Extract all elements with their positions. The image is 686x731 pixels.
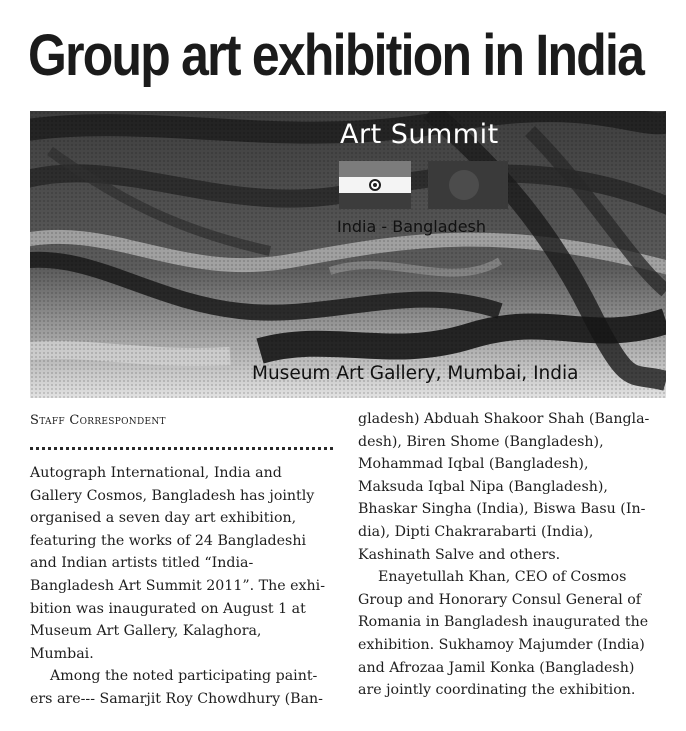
- venue-caption: Museum Art Gallery, Mumbai, India: [252, 363, 579, 384]
- text-line: Bhaskar Singha (India), Biswa Basu (In-: [358, 501, 646, 518]
- text-line: Museum Art Gallery, Kalaghora,: [30, 623, 262, 640]
- text-line: gladesh) Abduah Shakoor Shah (Bangla-: [358, 411, 650, 427]
- article-column-left: [30, 408, 335, 711]
- text-line: and Afrozaa Jamil Konka (Bangladesh): [358, 659, 635, 676]
- text-line: Maksuda Iqbal Nipa (Bangladesh),: [358, 478, 608, 495]
- text-line: Bangladesh Art Summit 2011”. The exhi-: [30, 577, 326, 594]
- text-line: organised a seven day art exhibition,: [30, 510, 297, 527]
- dotted-divider: [30, 440, 333, 450]
- article-column-right: [358, 408, 664, 702]
- exhibition-photo: [30, 111, 666, 398]
- text-line: featuring the works of 24 Bangladeshi: [30, 532, 306, 549]
- byline: Staff Correspondent: [30, 413, 166, 428]
- countries-caption: India - Bangladesh: [337, 217, 487, 236]
- text-line: and Indian artists titled “India-: [30, 555, 254, 572]
- headline: Group art exhibition in India: [28, 23, 644, 88]
- text-line: are jointly coordinating the exhibition.: [358, 682, 636, 699]
- text-line: Enayetullah Khan, CEO of Cosmos: [378, 569, 627, 586]
- article-paragraph-3: [358, 566, 664, 702]
- text-line: Among the noted participating paint-: [50, 668, 318, 685]
- text-line: Mumbai.: [30, 645, 94, 662]
- text-line: desh), Biren Shome (Bangladesh),: [358, 433, 604, 450]
- text-line: ers are--- Samarjit Roy Chowdhury (Ban-: [30, 690, 323, 707]
- text-line: bition was inaugurated on August 1 at: [30, 600, 306, 617]
- text-line: dia), Dipti Chakrarabarti (India),: [358, 523, 594, 540]
- india-flag-icon: [339, 161, 411, 209]
- article-paragraph-2: [30, 665, 335, 710]
- text-line: Kashinath Salve and others.: [358, 546, 561, 563]
- text-line: Autograph International, India and: [30, 465, 282, 481]
- bangladesh-flag-icon: [428, 161, 508, 209]
- article-paragraph-1: [30, 462, 335, 665]
- text-line: Romania in Bangladesh inaugurated the: [358, 614, 649, 631]
- text-line: Group and Honorary Consul General of: [358, 591, 642, 608]
- art-summit-title: Art Summit: [340, 119, 499, 150]
- brushstroke-artwork: [30, 111, 666, 398]
- article-paragraph-2-continued: [358, 408, 664, 566]
- text-line: Mohammad Iqbal (Bangladesh),: [358, 456, 589, 473]
- text-line: Gallery Cosmos, Bangladesh has jointly: [30, 487, 315, 504]
- text-line: exhibition. Sukhamoy Majumder (India): [358, 636, 645, 653]
